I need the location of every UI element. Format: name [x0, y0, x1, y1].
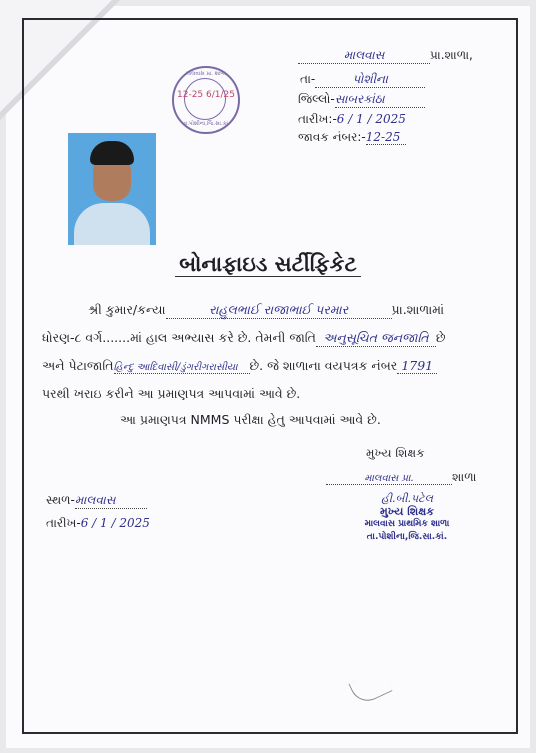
student-name: રાહુલભાઈ રાજાભાઈ પરમાર [166, 302, 392, 319]
caste: અનુસૂચિત જનજાતિ [316, 330, 436, 347]
header-taluka-label: તા- [300, 72, 316, 86]
signature-handwriting: હી.બી.પટેલ [381, 492, 433, 505]
header-outward-label: જાવક નંબર:- [298, 130, 366, 144]
header-date-label: તારીખ:- [298, 112, 337, 126]
header-district: સાબરકાંઠા [335, 92, 425, 108]
place: માલવાસ [75, 493, 147, 509]
header-outward-no: 12-25 [366, 130, 406, 145]
stamp-bottom-text: તા.પોશીના,જિ.સા.કાં. [182, 121, 230, 127]
footer-date: 6 / 1 / 2025 [80, 516, 150, 530]
body-line-2 [42, 330, 446, 347]
student-photo [68, 133, 156, 245]
header-date-line [298, 112, 406, 127]
line3-mid: છે. જે શાળાના વયપત્રક નંબર [249, 358, 398, 373]
stamp-top-text: માલવાસ પ્રા. શાળા [185, 71, 226, 77]
footer-date-label: તારીખ- [46, 516, 81, 530]
line2-suffix: છે [435, 330, 446, 345]
body-line-5: આ પ્રમાણપત્ર NMMS પરીક્ષા હેતુ આપવામાં આવે છે. [120, 412, 381, 427]
principal-school-suffix: શાળા [452, 470, 477, 484]
header-taluka-line [300, 72, 425, 88]
stamp-code: 12-25 6/1/25 [177, 90, 235, 100]
header-date: 6 / 1 / 2025 [336, 112, 406, 126]
header-outward-line [298, 130, 406, 145]
header-taluka: પોશીના [315, 72, 425, 88]
principal-signature-block [342, 492, 472, 544]
school-stamp [172, 66, 240, 134]
body-line-4: પરથી ખરાઇ કરીને આ પ્રમાણપત્ર આપવામાં આવે છે. [42, 386, 301, 401]
header-school-name: માલવાસ [298, 48, 430, 64]
body-line-1 [88, 302, 444, 319]
place-line [46, 493, 147, 509]
register-no: 1791 [397, 358, 437, 374]
header-district-label: જિલ્લો- [298, 92, 335, 106]
line2-prefix: ધોરણ-૮ વર્ગ.......માં હાલ અભ્યાસ કરે છે. તેમની જાતિ [42, 330, 316, 345]
photo-shirt [74, 203, 150, 245]
certificate-title: બોનાફાઇડ સર્ટીફિકેટ [0, 252, 536, 277]
line3-prefix: અને પેટાજાતિ [42, 358, 114, 373]
footer-date-line [46, 516, 150, 531]
signature-title: મુખ્ય શિક્ષક [379, 505, 434, 518]
line1-prefix: શ્રી કુમાર/કન્યા [88, 302, 166, 317]
line1-suffix: પ્રા.શાળામાં [391, 302, 445, 317]
principal-school-line [326, 470, 477, 485]
principal-label: મુખ્ય શિક્ષક [366, 446, 425, 460]
subcaste: હિન્દુ આદિવાસી/ડુંગરીગરાસીયા [114, 362, 250, 374]
certificate-border [22, 18, 518, 734]
body-line-3 [42, 358, 437, 374]
photo-hair [90, 141, 134, 165]
header-school-line [298, 48, 473, 64]
header-school-suffix: પ્રા.શાળા, [430, 48, 473, 62]
signature-school: માલવાસ પ્રાથમિક શાળા [364, 519, 450, 529]
principal-school: માલવાસ પ્રા. [326, 473, 452, 485]
signature-address: તા.પોશીના,જિ.સા.કાં. [366, 532, 448, 542]
place-label: સ્થળ- [46, 493, 75, 507]
header-district-line [298, 92, 425, 108]
